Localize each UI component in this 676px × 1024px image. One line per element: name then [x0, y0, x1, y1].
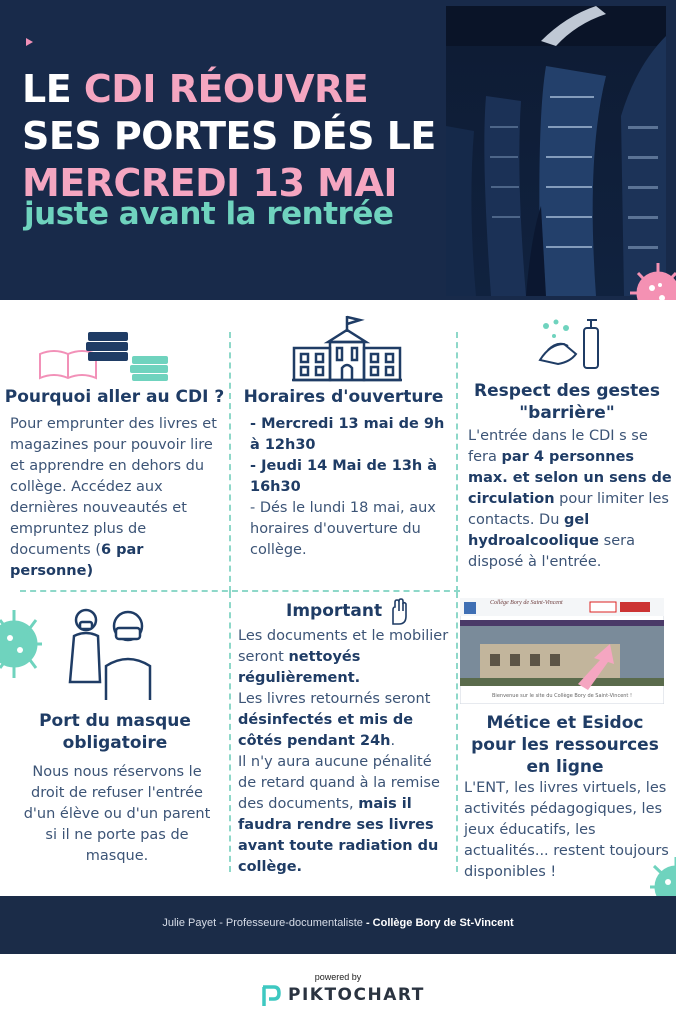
barrier-title: Respect des gestes "barrière" [474, 381, 660, 423]
row-divider [20, 590, 460, 592]
headline-line-3: MERCREDI 13 MAI [22, 161, 398, 205]
why-text-bold: 6 par personne [10, 542, 144, 579]
column-divider [229, 332, 231, 592]
barrier-text-3: sera disposé à l'entrée. [468, 533, 635, 570]
important-text-3: . [390, 733, 396, 749]
subtitle: juste avant la rentrée [24, 196, 394, 232]
header-banner [0, 0, 676, 300]
footer-credit [0, 917, 676, 929]
barrier-text [468, 426, 674, 573]
important-title: Important [286, 601, 383, 621]
hand-washing-icon [534, 314, 604, 376]
piktochart-wordmark[interactable]: PIKTOCHART [288, 985, 425, 1005]
hours-item-2: - Jeudi 14 Mai de 13h à 16h30 [250, 458, 438, 495]
important-text-4: Il n'y aura aucune pénalité de retard quand à la remise des documents, [238, 754, 440, 812]
virus-icon [630, 258, 676, 300]
website-screenshot [460, 598, 664, 704]
why-text [10, 414, 222, 582]
barrier-bold-1: par 4 personnes max. et selon un sens de circulation [468, 449, 672, 507]
screenshot-welcome: Bienvenue sur le site du Collège Bory de Saint-Vincent ! [492, 693, 632, 699]
books-icon [36, 326, 176, 384]
mask-text: Nous nous réservons le droit de refuser l'entrée d'un élève ou d'un parent si il ne porte pas de masque. [23, 764, 211, 864]
main-content [0, 300, 676, 896]
headline-line-2: SES PORTES DÉS LE [22, 114, 436, 158]
important-text-1: Les documents et le mobilier seront [238, 628, 449, 665]
footer [0, 896, 676, 954]
column-divider [456, 332, 458, 592]
hours-item-3: - Dés le lundi 18 mai, aux horaires d'ouverture du collège. [250, 500, 436, 558]
why-title: Pourquoi aller au CDI ? [4, 387, 225, 407]
hand-stop-icon [388, 598, 410, 626]
metice-title: Métice et Esidoc pour les ressources en ligne [471, 713, 659, 777]
footer-author: Julie Payet - Professeure-documentaliste [162, 917, 366, 929]
column-divider [229, 592, 231, 872]
library-photo [446, 6, 666, 296]
people-mask-icon [58, 602, 162, 702]
headline-part: LE [22, 67, 84, 111]
metice-text: L'ENT, les livres virtuels, les activités pédagogiques, les jeux éducatifs, les actualités... restent toujours disponibles ! [464, 780, 669, 880]
important-text [238, 626, 450, 878]
mask-title: Port du masque obligatoire [39, 711, 191, 753]
piktochart-logo-icon[interactable] [260, 984, 282, 1008]
headline [22, 66, 436, 207]
school-building-icon [290, 314, 404, 384]
hours-title: Horaires d'ouverture [243, 387, 444, 407]
important-bold-1: nettoyés régulièrement. [238, 649, 361, 686]
barrier-bold-2: gel hydroalcoolique [468, 512, 600, 549]
column-divider [456, 592, 458, 872]
why-text-2: ) [86, 563, 94, 579]
hours-text [250, 414, 450, 561]
important-bold-3: mais il faudra rendre ses livres avant toute radiation du collège. [238, 796, 439, 875]
important-bold-2: désinfectés et mis de côtés pendant 24h [238, 712, 414, 749]
virus-icon [0, 606, 44, 682]
important-text-2: Les livres retournés seront [238, 691, 431, 707]
hours-item-1: - Mercredi 13 mai de 9h à 12h30 [250, 416, 445, 453]
screenshot-site-title: Collège Bory de Saint-Vincent [490, 600, 563, 606]
powered-by-label: powered by [314, 972, 362, 982]
footer-school: - Collège Bory de St-Vincent [365, 917, 514, 929]
why-text-1: Pour emprunter des livres et magazines pour pouvoir lire et apprendre en dehors du collège. Accédez aux dernières nouveautés et empruntez plus de documents ( [10, 416, 217, 558]
headline-part-pink: CDI RÉOUVRE [83, 67, 369, 111]
barrier-text-2: pour limiter les contacts. Du [468, 491, 669, 528]
play-triangle-icon [26, 38, 33, 46]
barrier-text-1: L'entrée dans le CDI s se fera [468, 428, 648, 465]
